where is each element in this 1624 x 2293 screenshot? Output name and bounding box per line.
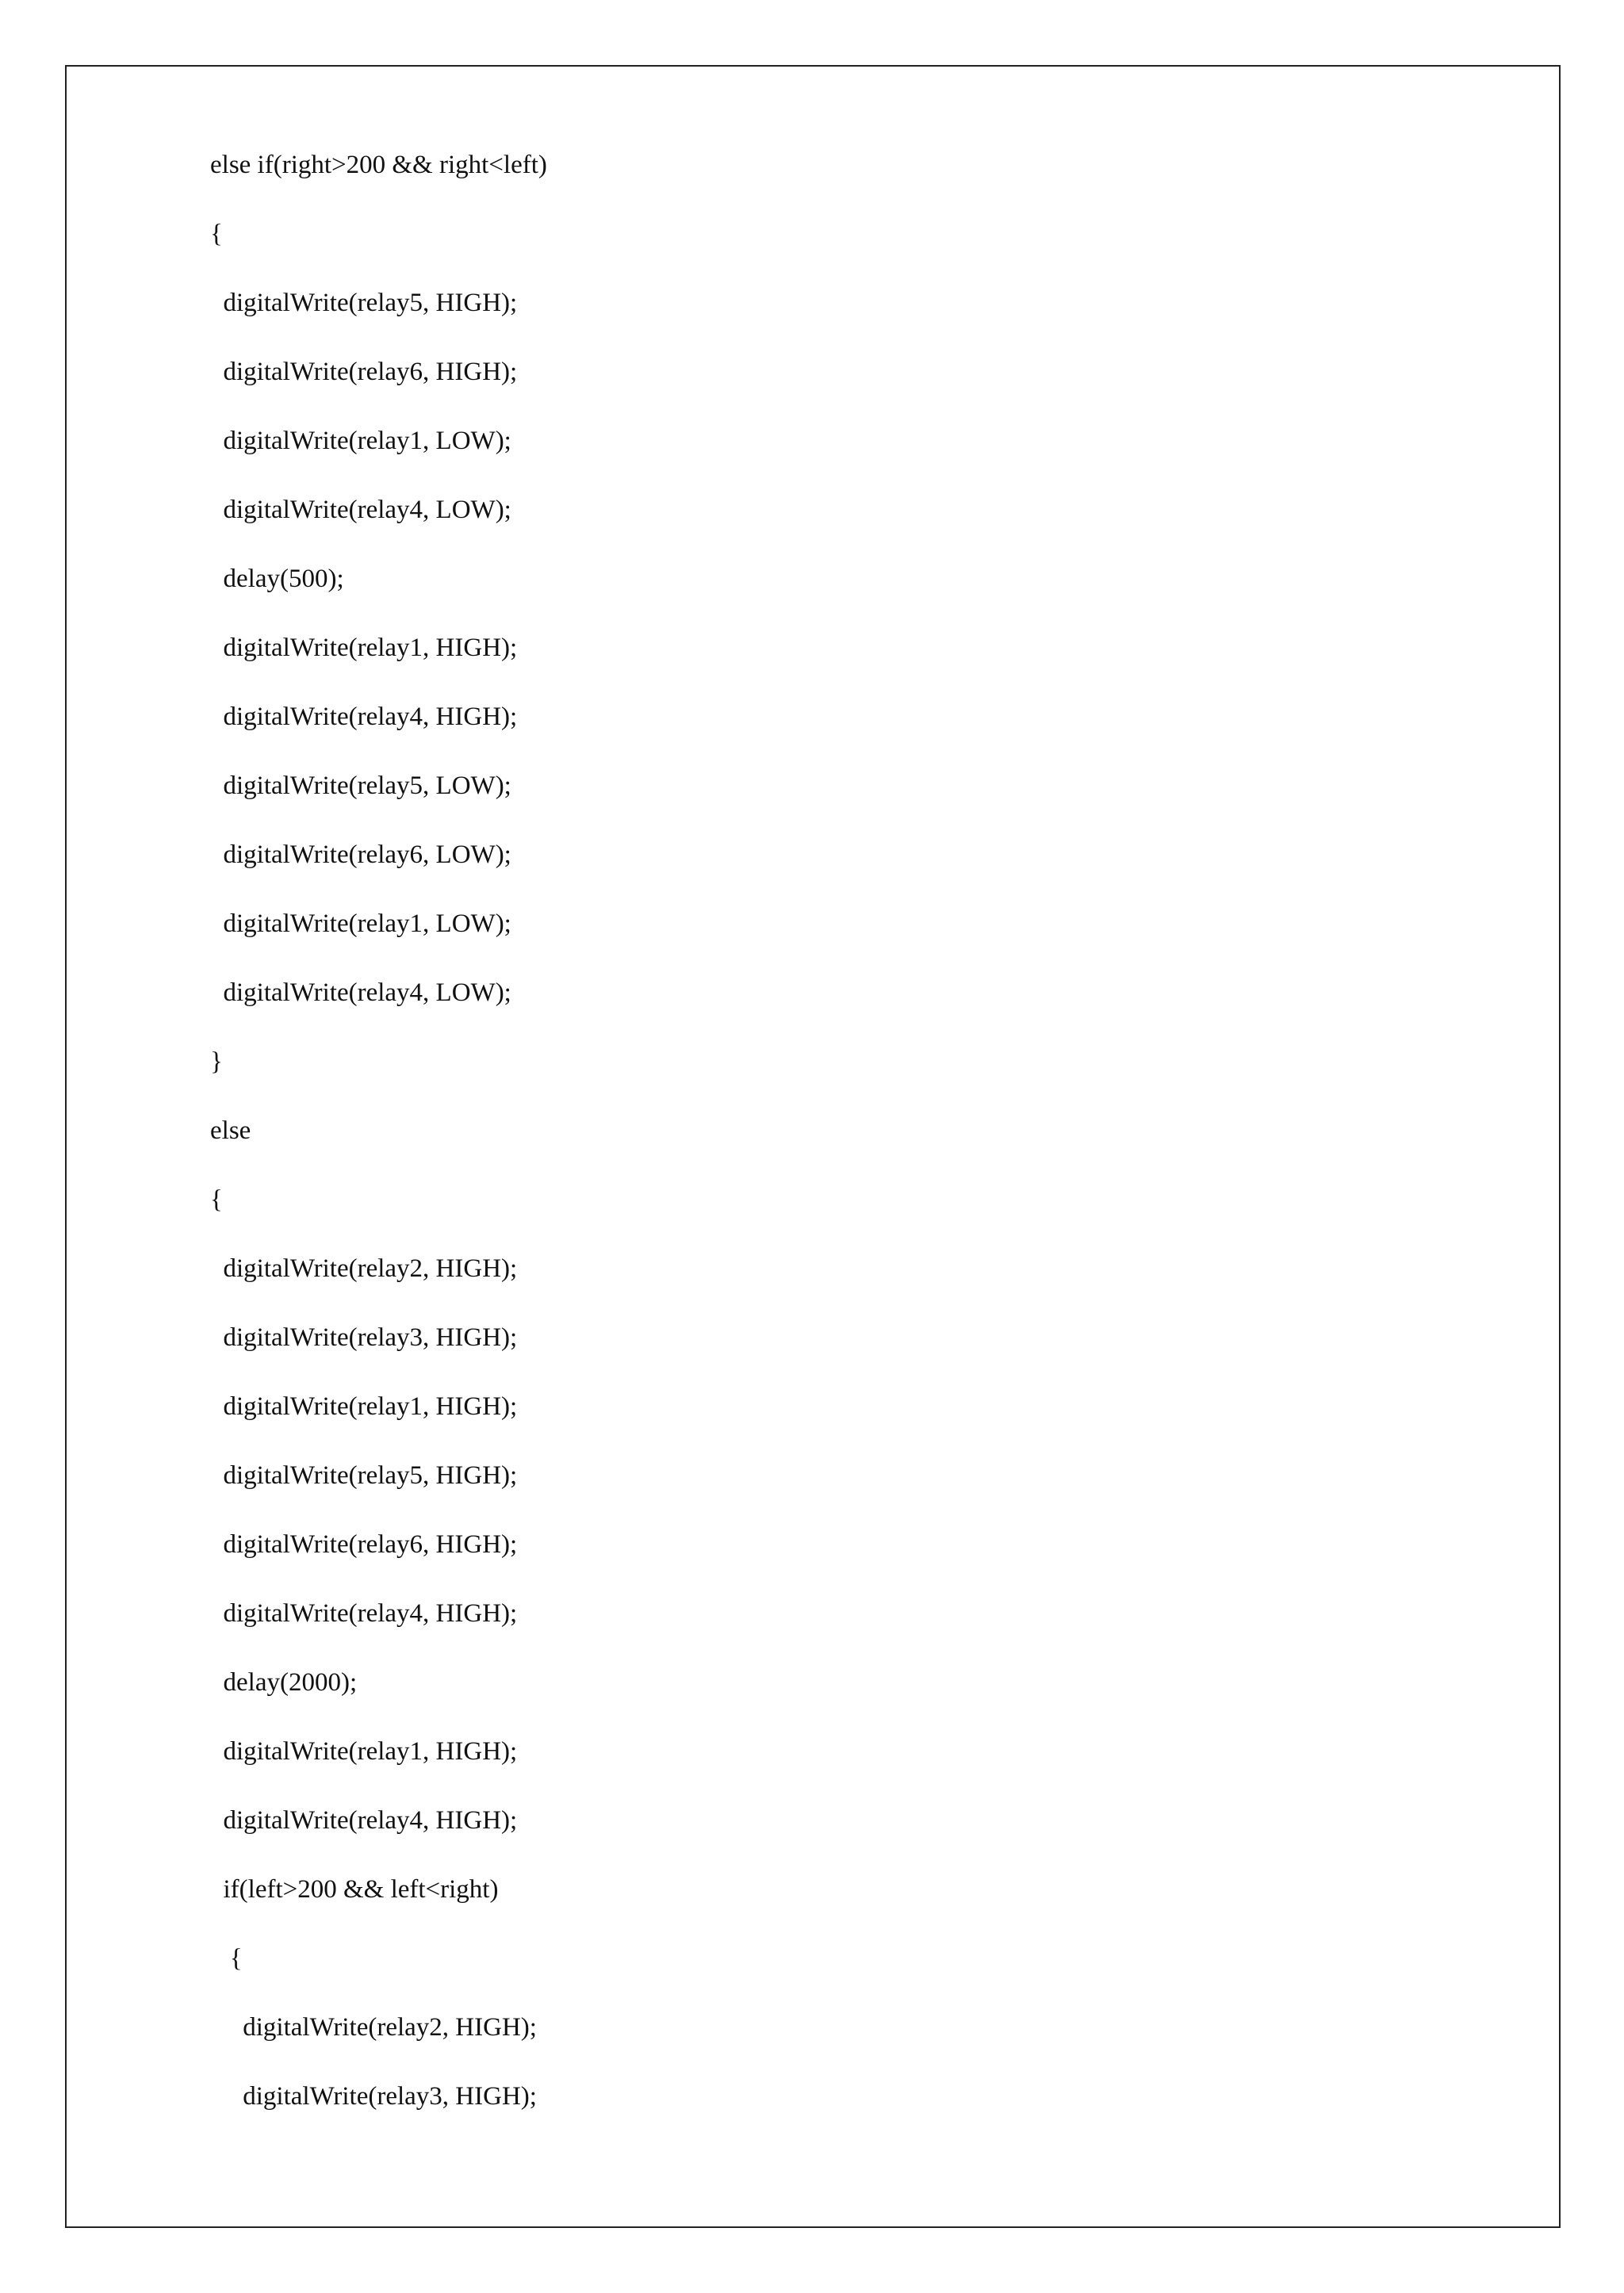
code-line: digitalWrite(relay3, HIGH); [210,2082,537,2111]
code-line: digitalWrite(relay4, LOW); [210,978,511,1007]
code-line: { [210,220,223,248]
code-line: delay(2000); [210,1668,358,1697]
code-line: { [210,1185,223,1214]
code-line: { [210,1944,243,1973]
code-line: digitalWrite(relay3, HIGH); [210,1323,518,1352]
code-line: if(left>200 && left<right) [210,1875,499,1904]
code-line: digitalWrite(relay5, HIGH); [210,289,518,317]
code-line: digitalWrite(relay4, LOW); [210,496,511,524]
code-line: } [210,1047,223,1076]
code-line: digitalWrite(relay4, HIGH); [210,702,518,731]
code-line: else [210,1116,251,1145]
code-line: digitalWrite(relay1, HIGH); [210,1392,518,1421]
code-line: else if(right>200 && right<left) [210,151,547,179]
code-line: digitalWrite(relay6, HIGH); [210,1530,518,1559]
code-line: delay(500); [210,565,344,593]
code-line: digitalWrite(relay4, HIGH); [210,1599,518,1628]
code-line: digitalWrite(relay6, LOW); [210,840,511,869]
code-line: digitalWrite(relay1, LOW); [210,909,511,938]
code-line: digitalWrite(relay1, LOW); [210,427,511,455]
code-line: digitalWrite(relay1, HIGH); [210,634,518,662]
code-line: digitalWrite(relay4, HIGH); [210,1806,518,1835]
code-line: digitalWrite(relay2, HIGH); [210,1254,518,1283]
code-line: digitalWrite(relay5, LOW); [210,771,511,800]
code-line: digitalWrite(relay5, HIGH); [210,1461,518,1490]
code-line: digitalWrite(relay1, HIGH); [210,1737,518,1766]
code-listing [210,144,547,2145]
code-line: digitalWrite(relay2, HIGH); [210,2013,537,2042]
code-line: digitalWrite(relay6, HIGH); [210,358,518,386]
